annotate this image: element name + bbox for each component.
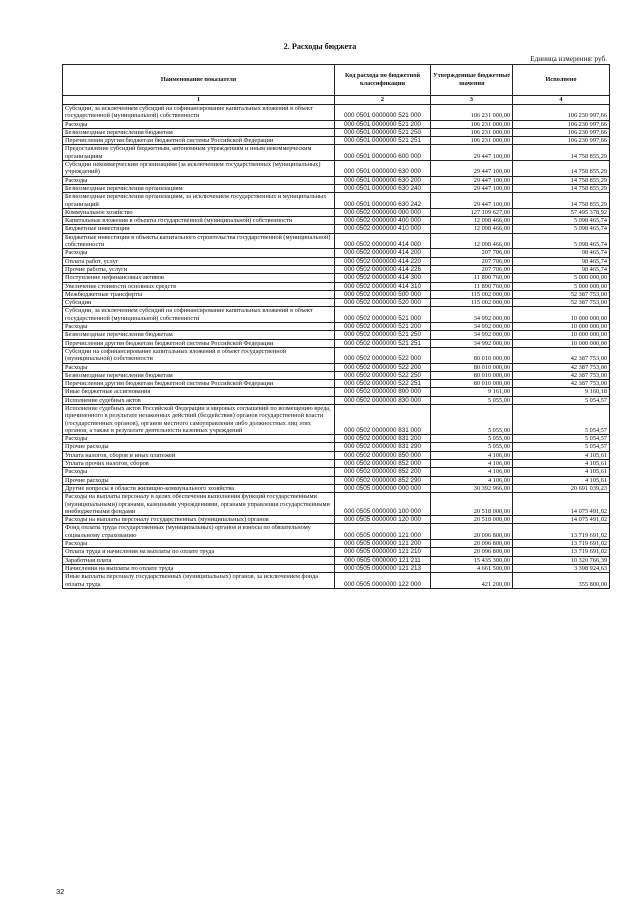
row-approved-cell: 34 992 000,00 (431, 339, 513, 347)
row-name-cell: Перечисления другим бюджетам бюджетной системы Российской Федерации (63, 339, 335, 347)
row-approved-cell: 34 992 000,00 (431, 307, 513, 323)
row-approved-cell: 5 055,00 (431, 443, 513, 451)
row-executed-cell: 52 387 753,00 (513, 299, 610, 307)
row-approved-cell: 4 661 500,00 (431, 564, 513, 572)
table-row (63, 484, 610, 492)
row-executed-cell: 10 000 000,00 (513, 331, 610, 339)
row-executed-cell: 42 387 753,00 (513, 347, 610, 363)
row-code-cell: 000 0502 0000000 410 000 (335, 225, 431, 233)
row-approved-cell: 29 447 100,00 (431, 184, 513, 192)
table-row (63, 128, 610, 136)
table-row (63, 265, 610, 273)
row-name-cell: Исполнение судебных актов (63, 396, 335, 404)
row-code-cell: 000 0505 0000000 120 000 (335, 516, 431, 524)
row-name-cell: Капитальные вложения в объекты государственной (муниципальной) собственности (63, 217, 335, 225)
row-name-cell: Предоставление субсидий бюджетным, автономным учреждениям и иным некоммерческим организациям (63, 145, 335, 161)
table-row (63, 524, 610, 540)
column-header-code: Код расхода по бюджетной классификации (335, 65, 431, 96)
table-row (63, 249, 610, 257)
table-row (63, 388, 610, 396)
row-approved-cell: 115 002 000,00 (431, 290, 513, 298)
row-code-cell: 000 0502 0000000 500 000 (335, 290, 431, 298)
row-code-cell: 000 0502 0000000 850 000 (335, 451, 431, 459)
row-executed-cell: 5 000 000,00 (513, 282, 610, 290)
column-header-approved: Утвержденные бюджетные значения (431, 65, 513, 96)
row-approved-cell: 12 098 466,00 (431, 233, 513, 249)
column-number: 1 (63, 96, 335, 105)
table-row (63, 404, 610, 434)
table-row (63, 120, 610, 128)
row-name-cell: Иные выплаты персоналу государственных (муниципальных) органов, за исключением фонда оплаты труда (63, 573, 335, 589)
row-executed-cell: 42 387 753,00 (513, 380, 610, 388)
row-approved-cell: 20 518 000,00 (431, 516, 513, 524)
row-code-cell: 000 0502 0000000 522 200 (335, 363, 431, 371)
row-approved-cell: 4 106,00 (431, 460, 513, 468)
row-executed-cell: 13 719 691,02 (513, 524, 610, 540)
row-approved-cell: 207 706,00 (431, 257, 513, 265)
row-name-cell: Фонд оплаты труда государственных (муниципальных) органов и взносы по обязательному социальному страхованию (63, 524, 335, 540)
table-row (63, 516, 610, 524)
table-row (63, 137, 610, 145)
table-row (63, 548, 610, 556)
row-code-cell: 000 0501 0000000 630 240 (335, 184, 431, 192)
row-approved-cell: 106 231 000,00 (431, 105, 513, 121)
row-approved-cell: 29 447 100,00 (431, 161, 513, 177)
row-executed-cell: 5 098 465,74 (513, 233, 610, 249)
row-executed-cell: 5 054,57 (513, 435, 610, 443)
row-approved-cell: 12 098 466,00 (431, 225, 513, 233)
table-row (63, 540, 610, 548)
row-executed-cell: 13 719 691,02 (513, 540, 610, 548)
table-row (63, 225, 610, 233)
table-row (63, 282, 610, 290)
row-code-cell: 000 0502 0000000 522 000 (335, 347, 431, 363)
table-row (63, 556, 610, 564)
row-executed-cell: 52 387 753,00 (513, 290, 610, 298)
table-row (63, 274, 610, 282)
table-row (63, 217, 610, 225)
row-code-cell: 000 0505 0000000 000 000 (335, 484, 431, 492)
row-code-cell: 000 0502 0000000 831 000 (335, 404, 431, 434)
row-approved-cell: 29 447 100,00 (431, 193, 513, 209)
table-header-row (63, 65, 610, 96)
row-code-cell: 000 0502 0000000 400 000 (335, 217, 431, 225)
row-executed-cell: 42 387 753,00 (513, 363, 610, 371)
row-executed-cell: 14 758 855,29 (513, 193, 610, 209)
row-executed-cell: 5 054,57 (513, 396, 610, 404)
row-executed-cell: 9 160,18 (513, 388, 610, 396)
row-approved-cell: 5 055,00 (431, 435, 513, 443)
page-number: 32 (56, 887, 65, 896)
row-approved-cell: 4 106,00 (431, 451, 513, 459)
row-name-cell: Увеличение стоимости основных средств (63, 282, 335, 290)
table-row (63, 323, 610, 331)
row-code-cell: 000 0502 0000000 521 250 (335, 331, 431, 339)
row-code-cell: 000 0501 0000000 521 200 (335, 120, 431, 128)
row-name-cell: Субсидии на софинансирование капитальных вложений в объект государственной (муниципальной) собственности (63, 347, 335, 363)
row-approved-cell: 106 231 000,00 (431, 120, 513, 128)
table-row (63, 290, 610, 298)
table-row (63, 380, 610, 388)
row-name-cell: Расходы (63, 540, 335, 548)
row-approved-cell: 106 231 000,00 (431, 137, 513, 145)
row-code-cell: 000 0502 0000000 522 250 (335, 371, 431, 379)
row-executed-cell: 106 230 997,66 (513, 128, 610, 136)
row-approved-cell: 421 200,00 (431, 573, 513, 589)
row-name-cell: Расходы (63, 323, 335, 331)
row-approved-cell: 207 706,00 (431, 249, 513, 257)
row-executed-cell: 14 758 855,29 (513, 161, 610, 177)
row-code-cell: 000 0501 0000000 521 251 (335, 137, 431, 145)
row-approved-cell: 4 106,00 (431, 468, 513, 476)
row-name-cell: Уплата прочих налогов, сборов (63, 460, 335, 468)
row-code-cell: 000 0502 0000000 414 226 (335, 265, 431, 273)
row-name-cell: Уплата налогов, сборов и иных платежей (63, 451, 335, 459)
row-executed-cell: 4 105,61 (513, 460, 610, 468)
row-name-cell: Безвозмездные перечисления организациям, за исключением государственных и муниципальных организаций (63, 193, 335, 209)
table-row (63, 443, 610, 451)
row-approved-cell: 80 010 000,00 (431, 363, 513, 371)
table-row (63, 396, 610, 404)
table-row (63, 193, 610, 209)
row-code-cell: 000 0501 0000000 600 000 (335, 145, 431, 161)
row-name-cell: Оплата труда и начисления на выплаты по оплате труда (63, 548, 335, 556)
row-executed-cell: 4 105,61 (513, 451, 610, 459)
table-row (63, 347, 610, 363)
column-number-row (63, 96, 610, 105)
row-executed-cell: 5 054,57 (513, 443, 610, 451)
table-row (63, 564, 610, 572)
row-name-cell: Начисления на выплаты по оплате труда (63, 564, 335, 572)
row-approved-cell: 106 231 000,00 (431, 128, 513, 136)
row-approved-cell: 207 706,00 (431, 265, 513, 273)
row-approved-cell: 29 447 100,00 (431, 176, 513, 184)
row-code-cell: 000 0505 0000000 121 213 (335, 564, 431, 572)
row-name-cell: Расходы (63, 176, 335, 184)
row-executed-cell: 5 098 465,74 (513, 217, 610, 225)
row-approved-cell: 9 161,00 (431, 388, 513, 396)
row-code-cell: 000 0501 0000000 630 000 (335, 161, 431, 177)
row-approved-cell: 20 096 800,00 (431, 524, 513, 540)
row-name-cell: Исполнение судебных актов Российской Федерации и мировых соглашений по возмещению вреда, причиненного в результате незаконных действий (бездействия) органов государственной власти (государственных органов), органов местного самоуправления либо должностных лиц этих органов, а также в результате деятельности казенных учреждений (63, 404, 335, 434)
budget-expenses-table (62, 64, 610, 589)
row-approved-cell: 34 992 000,00 (431, 331, 513, 339)
row-code-cell: 000 0502 0000000 521 000 (335, 307, 431, 323)
table-row (63, 161, 610, 177)
row-code-cell: 000 0502 0000000 414 200 (335, 249, 431, 257)
row-approved-cell: 20 096 800,00 (431, 548, 513, 556)
row-name-cell: Расходы (63, 435, 335, 443)
row-executed-cell: 106 230 997,66 (513, 137, 610, 145)
table-row (63, 176, 610, 184)
row-executed-cell: 4 105,61 (513, 468, 610, 476)
row-name-cell: Перечисления другим бюджетам бюджетной системы Российской Федерации (63, 137, 335, 145)
row-code-cell: 000 0502 0000000 521 200 (335, 323, 431, 331)
row-code-cell: 000 0502 0000000 414 220 (335, 257, 431, 265)
row-code-cell: 000 0501 0000000 521 000 (335, 105, 431, 121)
row-name-cell: Бюджетные инвестиции в объекты капитального строительства государственной (муниципальной) собственности (63, 233, 335, 249)
row-executed-cell: 14 758 855,29 (513, 176, 610, 184)
row-approved-cell: 30 392 966,00 (431, 484, 513, 492)
row-name-cell: Межбюджетные трансферты (63, 290, 335, 298)
row-code-cell: 000 0502 0000000 800 000 (335, 388, 431, 396)
row-name-cell: Расходы (63, 363, 335, 371)
table-row (63, 257, 610, 265)
row-name-cell: Коммунальное хозяйство (63, 208, 335, 216)
row-executed-cell: 57 495 378,92 (513, 208, 610, 216)
row-approved-cell: 20 096 800,00 (431, 540, 513, 548)
row-executed-cell: 98 465,74 (513, 265, 610, 273)
row-code-cell: 000 0501 0000000 630 200 (335, 176, 431, 184)
row-executed-cell: 106 230 997,66 (513, 120, 610, 128)
table-row (63, 468, 610, 476)
column-header-name: Наименование показателя (63, 65, 335, 96)
row-approved-cell: 34 992 000,00 (431, 323, 513, 331)
row-name-cell: Субсидии (63, 299, 335, 307)
row-code-cell: 000 0502 0000000 414 310 (335, 282, 431, 290)
table-row (63, 460, 610, 468)
row-name-cell: Заработная плата (63, 556, 335, 564)
row-name-cell: Прочие расходы (63, 476, 335, 484)
row-name-cell: Прочие расходы (63, 443, 335, 451)
row-name-cell: Расходы (63, 120, 335, 128)
table-row (63, 435, 610, 443)
row-name-cell: Расходы на выплаты персоналу государственных (муниципальных) органов (63, 516, 335, 524)
row-approved-cell: 80 010 000,00 (431, 347, 513, 363)
table-row (63, 371, 610, 379)
table-row (63, 208, 610, 216)
column-number: 3 (431, 96, 513, 105)
row-approved-cell: 5 055,00 (431, 396, 513, 404)
row-code-cell: 000 0502 0000000 831 200 (335, 435, 431, 443)
table-row (63, 493, 610, 516)
row-code-cell: 000 0501 0000000 630 242 (335, 193, 431, 209)
row-code-cell: 000 0501 0000000 521 250 (335, 128, 431, 136)
table-row (63, 573, 610, 589)
row-executed-cell: 42 387 753,00 (513, 371, 610, 379)
row-approved-cell: 29 447 100,00 (431, 145, 513, 161)
row-approved-cell: 115 002 000,00 (431, 299, 513, 307)
row-approved-cell: 12 098 466,00 (431, 217, 513, 225)
row-name-cell: Перечисления другим бюджетам бюджетной системы Российской Федерации (63, 380, 335, 388)
row-executed-cell: 14 075 491,02 (513, 516, 610, 524)
row-executed-cell: 13 719 691,02 (513, 548, 610, 556)
table-row (63, 233, 610, 249)
table-row (63, 339, 610, 347)
column-number: 2 (335, 96, 431, 105)
units-label: Единица измерения: руб. (530, 55, 607, 63)
table-row (63, 299, 610, 307)
row-code-cell: 000 0502 0000000 852 290 (335, 476, 431, 484)
row-code-cell: 000 0502 0000000 831 290 (335, 443, 431, 451)
column-header-executed: Исполнено (513, 65, 610, 96)
table-row (63, 105, 610, 121)
table-body (63, 105, 610, 589)
row-code-cell: 000 0502 0000000 852 000 (335, 460, 431, 468)
row-executed-cell: 98 465,74 (513, 249, 610, 257)
row-executed-cell: 10 000 000,00 (513, 323, 610, 331)
row-executed-cell: 14 075 491,02 (513, 493, 610, 516)
column-number: 4 (513, 96, 610, 105)
row-name-cell: Прочие работы, услуги (63, 265, 335, 273)
table-row (63, 363, 610, 371)
row-executed-cell: 10 000 000,00 (513, 307, 610, 323)
row-code-cell: 000 0505 0000000 121 211 (335, 556, 431, 564)
row-code-cell: 000 0502 0000000 522 251 (335, 380, 431, 388)
row-executed-cell: 14 758 855,29 (513, 145, 610, 161)
row-name-cell: Расходы на выплаты персоналу в целях обеспечения выполнения функций государственными (муниципальными) органами, казенными учреждениями, органами управления государственными внебюджетными фондами (63, 493, 335, 516)
row-name-cell: Безвозмездные перечисления бюджетам (63, 331, 335, 339)
row-executed-cell: 20 691 039,23 (513, 484, 610, 492)
row-executed-cell: 10 000 000,00 (513, 339, 610, 347)
table-row (63, 451, 610, 459)
row-executed-cell: 14 758 855,29 (513, 184, 610, 192)
row-name-cell: Оплата работ, услуг (63, 257, 335, 265)
row-code-cell: 000 0502 0000000 414 000 (335, 233, 431, 249)
row-executed-cell: 10 320 766,39 (513, 556, 610, 564)
row-approved-cell: 20 518 000,00 (431, 493, 513, 516)
row-approved-cell: 15 435 300,00 (431, 556, 513, 564)
row-approved-cell: 80 010 000,00 (431, 380, 513, 388)
row-approved-cell: 4 106,00 (431, 476, 513, 484)
row-code-cell: 000 0502 0000000 830 000 (335, 396, 431, 404)
row-executed-cell: 106 230 997,66 (513, 105, 610, 121)
row-executed-cell: 3 398 924,63 (513, 564, 610, 572)
row-name-cell: Расходы (63, 249, 335, 257)
row-executed-cell: 5 000 000,00 (513, 274, 610, 282)
row-code-cell: 000 0502 0000000 521 251 (335, 339, 431, 347)
row-code-cell: 000 0502 0000000 852 200 (335, 468, 431, 476)
row-approved-cell: 5 055,00 (431, 404, 513, 434)
row-code-cell: 000 0502 0000000 414 300 (335, 274, 431, 282)
row-name-cell: Безвозмездные перечисления бюджетам (63, 371, 335, 379)
row-approved-cell: 80 010 000,00 (431, 371, 513, 379)
row-code-cell: 000 0505 0000000 122 000 (335, 573, 431, 589)
row-code-cell: 000 0505 0000000 121 200 (335, 540, 431, 548)
row-executed-cell: 5 054,57 (513, 404, 610, 434)
row-code-cell: 000 0505 0000000 100 000 (335, 493, 431, 516)
row-name-cell: Иные бюджетные ассигнования (63, 388, 335, 396)
table-row (63, 476, 610, 484)
row-name-cell: Субсидии, за исключением субсидий на софинансирование капитальных вложений в объект государственной (муниципальной) собственности (63, 105, 335, 121)
row-name-cell: Субсидии, за исключением субсидий на софинансирование капитальных вложений в объект государственной (муниципальной) собственности (63, 307, 335, 323)
row-name-cell: Расходы (63, 468, 335, 476)
row-executed-cell: 355 800,00 (513, 573, 610, 589)
row-executed-cell: 98 465,74 (513, 257, 610, 265)
row-code-cell: 000 0502 0000000 000 000 (335, 208, 431, 216)
table-row (63, 184, 610, 192)
row-executed-cell: 5 098 465,74 (513, 225, 610, 233)
row-approved-cell: 127 109 627,00 (431, 208, 513, 216)
row-name-cell: Безвозмездные перечисления бюджетам (63, 128, 335, 136)
row-executed-cell: 4 105,61 (513, 476, 610, 484)
row-code-cell: 000 0505 0000000 121 210 (335, 548, 431, 556)
row-code-cell: 000 0502 0000000 520 000 (335, 299, 431, 307)
row-code-cell: 000 0505 0000000 121 000 (335, 524, 431, 540)
table-row (63, 145, 610, 161)
row-name-cell: Безвозмездные перечисления организациям (63, 184, 335, 192)
row-name-cell: Другие вопросы в области жилищно-коммунального хозяйства (63, 484, 335, 492)
row-approved-cell: 11 890 760,00 (431, 274, 513, 282)
row-name-cell: Бюджетные инвестиции (63, 225, 335, 233)
row-approved-cell: 11 890 760,00 (431, 282, 513, 290)
table-row (63, 331, 610, 339)
section-title: 2. Расходы бюджета (283, 42, 357, 51)
row-name-cell: Субсидии некоммерческим организациям (за исключением государственных (муниципальных) учреждений) (63, 161, 335, 177)
table-row (63, 307, 610, 323)
row-name-cell: Поступление нефинансовых активов (63, 274, 335, 282)
